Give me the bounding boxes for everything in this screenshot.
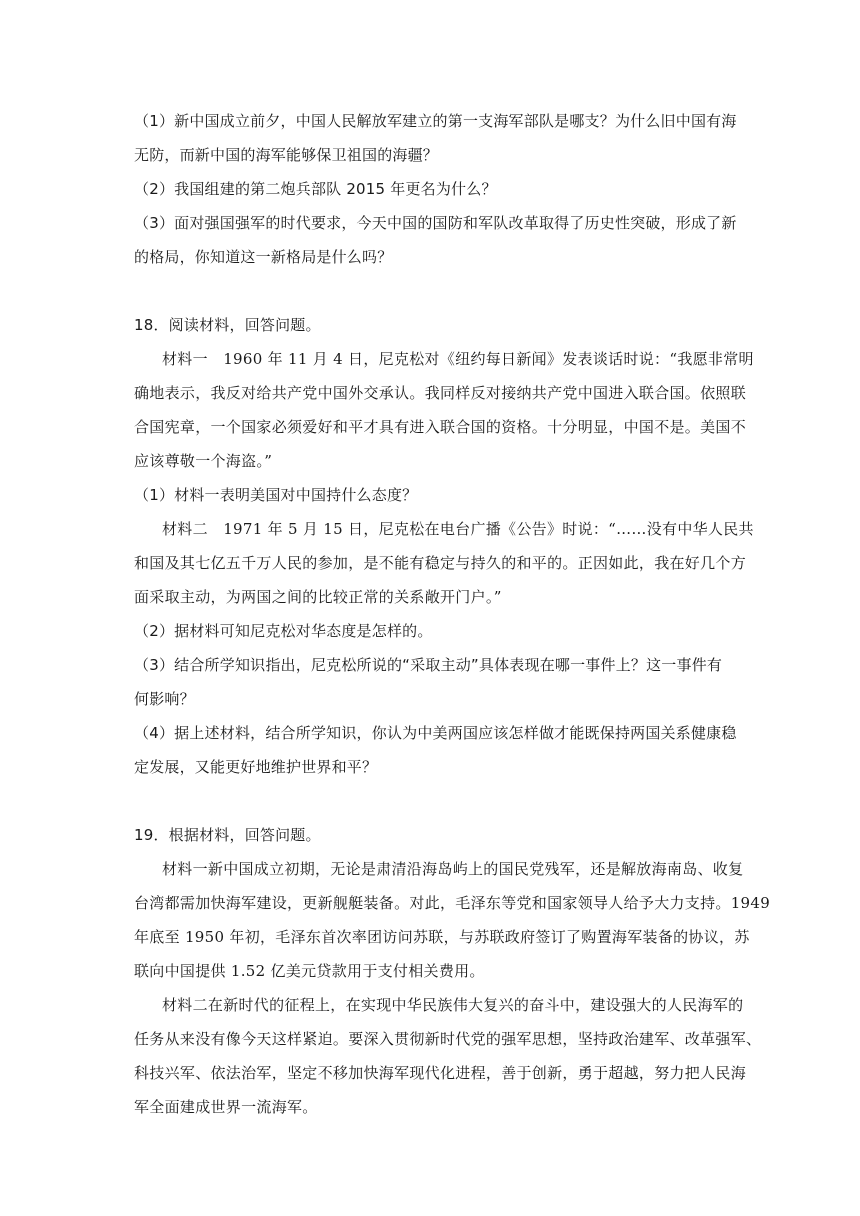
q18-material1-line1: 材料一 1960 年 11 月 4 日，尼克松对《纽约每日新闻》发表谈话时说：“我愿非常明 <box>162 350 754 368</box>
q18-sub3-line2: 何影响？ <box>134 690 195 708</box>
q18-material2-line2: 和国及其七亿五千万人民的参加，是不能有稳定与持久的和平的。正因如此，我在好几个方 <box>134 554 747 572</box>
q19-material2-line1: 材料二在新时代的征程上，在实现中华民族伟大复兴的奋斗中，建设强大的人民海军的 <box>162 996 744 1014</box>
q18-heading: 18．阅读材料，回答问题。 <box>134 316 321 334</box>
q17-sub1-line2: 无防，而新中国的海军能够保卫祖国的海疆？ <box>134 146 439 164</box>
q19-material2-line2: 任务从来没有像今天这样紧迫。要深入贯彻新时代党的强军思想，坚持政治建军、改革强军、 <box>134 1030 762 1048</box>
q18-sub4-line2: 定发展，又能更好地维护世界和平？ <box>134 758 378 776</box>
q18-material2-line3: 面采取主动，为两国之间的比较正常的关系敞开门户。” <box>134 588 502 606</box>
q18-material1-line2: 确地表示，我反对给共产党中国外交承认。我同样反对接纳共产党中国进入联合国。依照联 <box>134 384 747 402</box>
q19-material2-line4: 军全面建成世界一流海军。 <box>134 1098 318 1116</box>
q18-material1-line4: 应该尊敬一个海盗。” <box>134 452 273 470</box>
q18-sub2: （2）据材料可知尼克松对华态度是怎样的。 <box>134 622 433 640</box>
q19-heading: 19．根据材料，回答问题。 <box>134 826 321 844</box>
q19-material1-line1: 材料一新中国成立初期，无论是肃清沿海岛屿上的国民党残军，还是解放海南岛、收复 <box>162 860 744 878</box>
q18-sub4-line1: （4）据上述材料，结合所学知识，你认为中美两国应该怎样做才能既保持两国关系健康稳 <box>134 724 737 742</box>
q17-sub2: （2）我国组建的第二炮兵部队 2015 年更名为什么？ <box>134 180 497 198</box>
q17-sub3-line2: 的格局，你知道这一新格局是什么吗？ <box>134 248 393 266</box>
q18-sub3-line1: （3）结合所学知识指出，尼克松所说的“采取主动”具体表现在哪一事件上？这一事件有 <box>134 656 723 674</box>
q18-material1-line3: 合国宪章，一个国家必须爱好和平才具有进入联合国的资格。十分明显，中国不是。美国不 <box>134 418 747 436</box>
q18-sub1: （1）材料一表明美国对中国持什么态度？ <box>134 486 418 504</box>
q18-material2-line1: 材料二 1971 年 5 月 15 日，尼克松在电台广播《公告》时说：“……没有中华人民共 <box>162 520 754 538</box>
q17-sub3-line1: （3）面对强国强军的时代要求，今天中国的国防和军队改革取得了历史性突破，形成了新 <box>134 214 737 232</box>
q19-material1-line2: 台湾都需加快海军建设，更新舰艇装备。对此，毛泽东等党和国家领导人给予大力支持。1949 <box>134 894 771 912</box>
q19-material1-line3: 年底至 1950 年初，毛泽东首次率团访问苏联，与苏联政府签订了购置海军装备的协议，苏 <box>134 928 750 946</box>
q19-material2-line3: 科技兴军、依法治军，坚定不移加快海军现代化进程，善于创新，勇于超越，努力把人民海 <box>134 1064 747 1082</box>
q19-material1-line4: 联向中国提供 1.52 亿美元贷款用于支付相关费用。 <box>134 962 485 980</box>
q17-sub1-line1: （1）新中国成立前夕，中国人民解放军建立的第一支海军部队是哪支？为什么旧中国有海 <box>134 112 737 130</box>
